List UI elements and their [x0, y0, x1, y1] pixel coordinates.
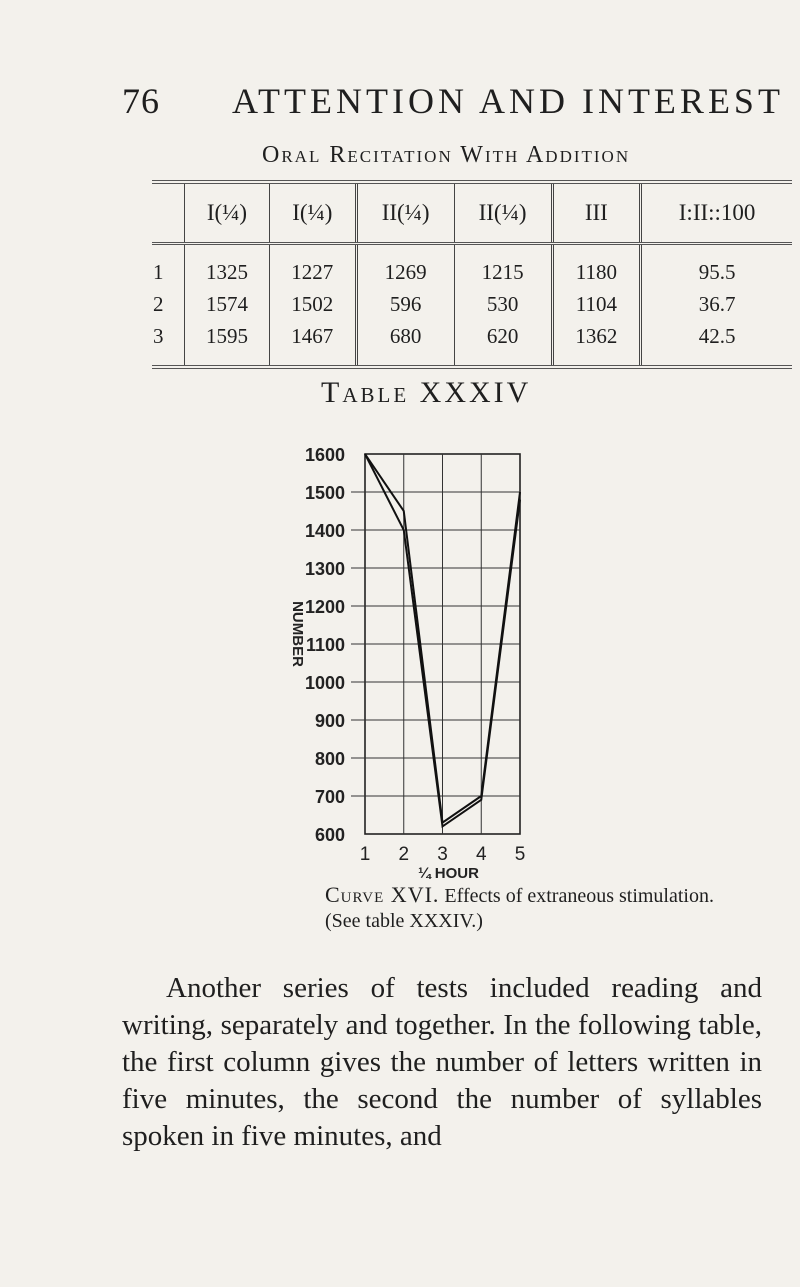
table-cell: 1595: [185, 320, 270, 367]
figure-caption-title: Curve XVI.: [325, 882, 440, 907]
table-row: [152, 320, 792, 367]
y-tick-label: 600: [314, 825, 345, 845]
x-tick-label: 1: [359, 844, 371, 865]
table-caption: Oral Recitation With Addition: [262, 142, 631, 168]
table-header-cell: II(¼): [356, 182, 454, 244]
running-title: ATTENTION AND INTEREST: [232, 81, 784, 121]
curve-chart: [270, 420, 570, 885]
y-tick-label: 1200: [304, 597, 345, 617]
table-cell: 1467: [269, 320, 356, 367]
table-cell: 1269: [356, 244, 454, 289]
data-table: [152, 180, 792, 369]
table-cell: 36.7: [641, 288, 792, 320]
x-tick-label: 2: [398, 844, 410, 865]
table-cell: 1227: [269, 244, 356, 289]
table-cell: 1215: [454, 244, 552, 289]
table-cell: 1362: [552, 320, 641, 367]
table-cell: 3: [153, 323, 164, 348]
table-cell: 680: [356, 320, 454, 367]
table-label: Table XXXIV: [321, 376, 532, 409]
table-cell: 42.5: [641, 320, 792, 367]
y-tick-label: 800: [314, 749, 345, 769]
table-cell: 2: [153, 291, 164, 316]
table-cell: 1180: [552, 244, 641, 289]
table-cell: 596: [356, 288, 454, 320]
y-axis-label: NUMBER: [289, 601, 306, 667]
table-header-cell: I(¼): [185, 182, 270, 244]
x-axis-label: ¼ HOUR: [418, 865, 479, 880]
y-tick-label: 1400: [304, 521, 345, 541]
page-number: 76: [122, 81, 160, 121]
table-cell: 530: [454, 288, 552, 320]
table-cell: 1104: [552, 288, 641, 320]
table-cell: 1502: [269, 288, 356, 320]
y-tick-label: 700: [314, 787, 345, 807]
body-paragraph: Another series of tests included reading and writing, separately and together. In the following table, the first column gives the number of letters written in five minutes, the second the number of syllables spoken in five minutes, and: [122, 972, 762, 1152]
table-header-cell: III: [552, 182, 641, 244]
x-tick-label: 5: [514, 844, 526, 865]
y-tick-label: 1100: [305, 635, 345, 655]
x-tick-label: 4: [475, 844, 487, 865]
figure-caption: [325, 882, 785, 934]
y-tick-label: 1600: [304, 445, 345, 465]
y-tick-label: 1500: [304, 483, 345, 503]
table-row: [152, 244, 792, 289]
table-header-cell: II(¼): [454, 182, 552, 244]
figure-caption-reference: (See table XXXIV.): [325, 910, 483, 932]
x-tick-label: 3: [437, 844, 448, 865]
figure-caption-text: Effects of extraneous stimulation.: [444, 885, 714, 907]
table-cell: 1325: [185, 244, 270, 289]
y-tick-label: 1300: [304, 559, 345, 579]
y-tick-label: 900: [314, 711, 345, 731]
table-cell: 1: [153, 259, 164, 284]
y-tick-label: 1000: [304, 673, 345, 693]
table-cell: 1574: [185, 288, 270, 320]
table-cell: 620: [454, 320, 552, 367]
curve-chart-svg: [270, 420, 570, 880]
table-header-cell: I:II::100: [641, 182, 792, 244]
data-table-container: [152, 180, 792, 369]
table-row: [152, 288, 792, 320]
table-header-cell: [152, 182, 185, 244]
table-header-cell: I(¼): [269, 182, 356, 244]
table-cell: 95.5: [641, 244, 792, 289]
